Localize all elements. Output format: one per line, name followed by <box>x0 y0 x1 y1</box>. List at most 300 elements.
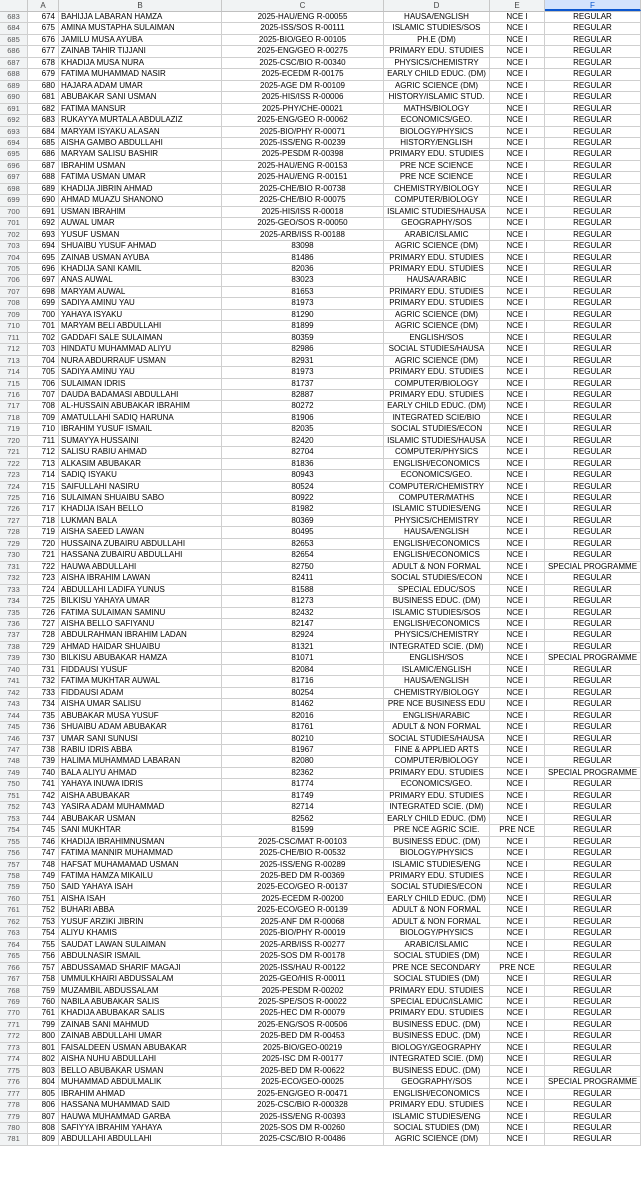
programme-cell[interactable]: REGULAR <box>545 676 641 686</box>
programme-cell[interactable]: REGULAR <box>545 527 641 537</box>
programme-cell[interactable]: REGULAR <box>545 23 641 33</box>
name-cell[interactable]: SAIFULLAHI NASIRU <box>59 482 222 492</box>
name-cell[interactable]: YASIRA ADAM MUHAMMAD <box>59 802 222 812</box>
programme-cell[interactable]: REGULAR <box>545 573 641 583</box>
level-cell[interactable]: NCE I <box>490 333 545 343</box>
level-cell[interactable]: NCE I <box>490 699 545 709</box>
name-cell[interactable]: FATIMA USMAN UMAR <box>59 172 222 182</box>
name-cell[interactable]: AISHA GAMBO ABDULLAHI <box>59 138 222 148</box>
course-cell[interactable]: ENGLISH/ARABIC <box>384 711 490 721</box>
level-cell[interactable]: NCE I <box>490 619 545 629</box>
row-number[interactable]: 709 <box>0 310 28 320</box>
row-number[interactable]: 713 <box>0 356 28 366</box>
serial-number-cell[interactable]: 703 <box>28 344 59 354</box>
registration-number-cell[interactable]: 80210 <box>222 734 384 744</box>
level-cell[interactable]: NCE I <box>490 768 545 778</box>
serial-number-cell[interactable]: 719 <box>28 527 59 537</box>
level-cell[interactable]: NCE I <box>490 802 545 812</box>
level-cell[interactable]: NCE I <box>490 1112 545 1122</box>
row-number[interactable]: 698 <box>0 184 28 194</box>
programme-cell[interactable]: REGULAR <box>545 12 641 22</box>
serial-number-cell[interactable]: 731 <box>28 665 59 675</box>
row-number[interactable]: 700 <box>0 207 28 217</box>
programme-cell[interactable]: REGULAR <box>545 81 641 91</box>
serial-number-cell[interactable]: 689 <box>28 184 59 194</box>
name-cell[interactable]: ZAINAB TAHIR TIJJANI <box>59 46 222 56</box>
course-cell[interactable]: PRIMARY EDU. STUDIES <box>384 298 490 308</box>
serial-number-cell[interactable]: 680 <box>28 81 59 91</box>
name-cell[interactable]: ABDULNASIR ISMAIL <box>59 951 222 961</box>
row-number[interactable]: 749 <box>0 768 28 778</box>
serial-number-cell[interactable]: 705 <box>28 367 59 377</box>
registration-number-cell[interactable]: 2025-BIO/GEO R-00105 <box>222 35 384 45</box>
name-cell[interactable]: ALIYU KHAMIS <box>59 928 222 938</box>
name-cell[interactable]: SADIYA AMINU YAU <box>59 298 222 308</box>
programme-cell[interactable]: REGULAR <box>545 940 641 950</box>
course-cell[interactable]: PRE NCE AGRIC SCIE. <box>384 825 490 835</box>
row-number[interactable]: 770 <box>0 1008 28 1018</box>
row-number[interactable]: 697 <box>0 172 28 182</box>
programme-cell[interactable]: REGULAR <box>545 310 641 320</box>
row-number[interactable]: 780 <box>0 1123 28 1133</box>
serial-number-cell[interactable]: 744 <box>28 814 59 824</box>
serial-number-cell[interactable]: 723 <box>28 573 59 583</box>
column-header-c[interactable]: C <box>222 0 384 11</box>
name-cell[interactable]: ANAS AUWAL <box>59 275 222 285</box>
level-cell[interactable]: NCE I <box>490 264 545 274</box>
level-cell[interactable]: NCE I <box>490 424 545 434</box>
course-cell[interactable]: HAUSA/ENGLISH <box>384 527 490 537</box>
column-header-a[interactable]: A <box>28 0 59 11</box>
name-cell[interactable]: BALA ALIYU AHMAD <box>59 768 222 778</box>
programme-cell[interactable]: REGULAR <box>545 630 641 640</box>
registration-number-cell[interactable]: 80943 <box>222 470 384 480</box>
row-number[interactable]: 775 <box>0 1066 28 1076</box>
name-cell[interactable]: ABUBAKAR MUSA YUSUF <box>59 711 222 721</box>
registration-number-cell[interactable]: 2025-ISC DM R-00177 <box>222 1054 384 1064</box>
serial-number-cell[interactable]: 742 <box>28 791 59 801</box>
row-number[interactable]: 691 <box>0 104 28 114</box>
name-cell[interactable]: KHADIJA SANI KAMIL <box>59 264 222 274</box>
name-cell[interactable]: RABIU IDRIS ABBA <box>59 745 222 755</box>
course-cell[interactable]: AGRIC SCIENCE (DM) <box>384 356 490 366</box>
registration-number-cell[interactable]: 81899 <box>222 321 384 331</box>
course-cell[interactable]: ISLAMIC STUDIES/HAUSA <box>384 436 490 446</box>
course-cell[interactable]: PRIMARY EDU. STUDIES <box>384 390 490 400</box>
name-cell[interactable]: HALIMA MUHAMMAD LABARAN <box>59 756 222 766</box>
programme-cell[interactable]: REGULAR <box>545 46 641 56</box>
row-number[interactable]: 705 <box>0 264 28 274</box>
course-cell[interactable]: PRE NCE SCIENCE <box>384 172 490 182</box>
name-cell[interactable]: AMATULLAHI SADIQ HARUNA <box>59 413 222 423</box>
row-number[interactable]: 731 <box>0 562 28 572</box>
registration-number-cell[interactable]: 80495 <box>222 527 384 537</box>
name-cell[interactable]: AHMAD MUAZU SHANONO <box>59 195 222 205</box>
level-cell[interactable]: NCE I <box>490 413 545 423</box>
level-cell[interactable]: NCE I <box>490 1066 545 1076</box>
programme-cell[interactable]: REGULAR <box>545 882 641 892</box>
name-cell[interactable]: IBRAHIM YUSUF ISMAIL <box>59 424 222 434</box>
serial-number-cell[interactable]: 676 <box>28 35 59 45</box>
name-cell[interactable]: HAFSAT MUHAMAMAD USMAN <box>59 860 222 870</box>
registration-number-cell[interactable]: 2025-BED DM R-00453 <box>222 1031 384 1041</box>
row-number[interactable]: 729 <box>0 539 28 549</box>
serial-number-cell[interactable]: 758 <box>28 974 59 984</box>
column-header-f[interactable]: F <box>545 0 641 11</box>
registration-number-cell[interactable]: 2025-BED DM R-00622 <box>222 1066 384 1076</box>
registration-number-cell[interactable]: 2025-ISS/SOS R-00111 <box>222 23 384 33</box>
row-number[interactable]: 727 <box>0 516 28 526</box>
name-cell[interactable]: FIDDAUSI ADAM <box>59 688 222 698</box>
name-cell[interactable]: AISHA NUHU ABDULLAHI <box>59 1054 222 1064</box>
row-number[interactable]: 769 <box>0 997 28 1007</box>
level-cell[interactable]: NCE I <box>490 115 545 125</box>
row-number[interactable]: 715 <box>0 379 28 389</box>
course-cell[interactable]: EARLY CHILD EDUC. (DM) <box>384 894 490 904</box>
name-cell[interactable]: HAJARA ADAM UMAR <box>59 81 222 91</box>
registration-number-cell[interactable]: 2025-CHE/BIO R-00738 <box>222 184 384 194</box>
serial-number-cell[interactable]: 724 <box>28 585 59 595</box>
row-number[interactable]: 768 <box>0 986 28 996</box>
level-cell[interactable]: NCE I <box>490 928 545 938</box>
name-cell[interactable]: LUKMAN BALA <box>59 516 222 526</box>
name-cell[interactable]: SADIQ ISYAKU <box>59 470 222 480</box>
programme-cell[interactable]: REGULAR <box>545 963 641 973</box>
name-cell[interactable]: FATIMA MUKHTAR AUWAL <box>59 676 222 686</box>
row-number[interactable]: 761 <box>0 905 28 915</box>
name-cell[interactable]: USMAN IBRAHIM <box>59 207 222 217</box>
name-cell[interactable]: JAMILU MUSA AYUBA <box>59 35 222 45</box>
course-cell[interactable]: COMPUTER/PHYSICS <box>384 447 490 457</box>
programme-cell[interactable]: REGULAR <box>545 367 641 377</box>
serial-number-cell[interactable]: 700 <box>28 310 59 320</box>
registration-number-cell[interactable]: 82714 <box>222 802 384 812</box>
level-cell[interactable]: NCE I <box>490 470 545 480</box>
serial-number-cell[interactable]: 738 <box>28 745 59 755</box>
registration-number-cell[interactable]: 2025-ISS/ENG R-00393 <box>222 1112 384 1122</box>
serial-number-cell[interactable]: 727 <box>28 619 59 629</box>
column-header-e[interactable]: E <box>490 0 545 11</box>
level-cell[interactable]: NCE I <box>490 871 545 881</box>
row-number[interactable]: 779 <box>0 1112 28 1122</box>
serial-number-cell[interactable]: 751 <box>28 894 59 904</box>
registration-number-cell[interactable]: 2025-SOS DM R-00260 <box>222 1123 384 1133</box>
level-cell[interactable]: NCE I <box>490 1123 545 1133</box>
name-cell[interactable]: HINDATU MUHAMMAD ALIYU <box>59 344 222 354</box>
registration-number-cell[interactable]: 2025-GEO/HIS R-00011 <box>222 974 384 984</box>
programme-cell[interactable]: REGULAR <box>545 424 641 434</box>
row-number[interactable]: 706 <box>0 275 28 285</box>
level-cell[interactable]: NCE I <box>490 81 545 91</box>
level-cell[interactable]: NCE I <box>490 779 545 789</box>
course-cell[interactable]: ISLAMIC STUDIES/SOS <box>384 608 490 618</box>
name-cell[interactable]: HAUWA MUHAMMAD GARBA <box>59 1112 222 1122</box>
name-cell[interactable]: SULAIMAN IDRIS <box>59 379 222 389</box>
programme-cell[interactable]: REGULAR <box>545 459 641 469</box>
level-cell[interactable]: NCE I <box>490 1031 545 1041</box>
registration-number-cell[interactable]: 2025-CHE/BIO R-00532 <box>222 848 384 858</box>
level-cell[interactable]: NCE I <box>490 58 545 68</box>
level-cell[interactable]: NCE I <box>490 711 545 721</box>
programme-cell[interactable]: REGULAR <box>545 1008 641 1018</box>
row-number[interactable]: 718 <box>0 413 28 423</box>
programme-cell[interactable]: REGULAR <box>545 138 641 148</box>
serial-number-cell[interactable]: 759 <box>28 986 59 996</box>
name-cell[interactable]: AHMAD HAIDAR SHUAIBU <box>59 642 222 652</box>
programme-cell[interactable]: REGULAR <box>545 333 641 343</box>
row-number[interactable]: 722 <box>0 459 28 469</box>
level-cell[interactable]: NCE I <box>490 12 545 22</box>
serial-number-cell[interactable]: 809 <box>28 1134 59 1144</box>
name-cell[interactable]: FATIMA MANNIR MUHAMMAD <box>59 848 222 858</box>
registration-number-cell[interactable]: 81774 <box>222 779 384 789</box>
serial-number-cell[interactable]: 726 <box>28 608 59 618</box>
course-cell[interactable]: PHYSICS/CHEMISTRY <box>384 630 490 640</box>
programme-cell[interactable]: REGULAR <box>545 92 641 102</box>
course-cell[interactable]: ENGLISH/ECONOMICS <box>384 1089 490 1099</box>
course-cell[interactable]: INTEGRATED SCIE. (DM) <box>384 642 490 652</box>
serial-number-cell[interactable]: 729 <box>28 642 59 652</box>
course-cell[interactable]: GEOGRAPHY/SOS <box>384 1077 490 1087</box>
row-number[interactable]: 762 <box>0 917 28 927</box>
serial-number-cell[interactable]: 696 <box>28 264 59 274</box>
level-cell[interactable]: NCE I <box>490 676 545 686</box>
serial-number-cell[interactable]: 803 <box>28 1066 59 1076</box>
registration-number-cell[interactable]: 81737 <box>222 379 384 389</box>
course-cell[interactable]: ENGLISH/ECONOMICS <box>384 550 490 560</box>
row-number[interactable]: 723 <box>0 470 28 480</box>
level-cell[interactable]: NCE I <box>490 172 545 182</box>
name-cell[interactable]: FATIMA SULAIMAN SAMINU <box>59 608 222 618</box>
serial-number-cell[interactable]: 748 <box>28 860 59 870</box>
row-number[interactable]: 710 <box>0 321 28 331</box>
name-cell[interactable]: NABILA ABUBAKAR SALIS <box>59 997 222 1007</box>
level-cell[interactable]: NCE I <box>490 665 545 675</box>
registration-number-cell[interactable]: 82750 <box>222 562 384 572</box>
name-cell[interactable]: AMINA MUSTAPHA SULAIMAN <box>59 23 222 33</box>
course-cell[interactable]: ISLAMIC STUDIES/ENG <box>384 1112 490 1122</box>
programme-cell[interactable]: REGULAR <box>545 642 641 652</box>
serial-number-cell[interactable]: 740 <box>28 768 59 778</box>
row-number[interactable]: 686 <box>0 46 28 56</box>
row-number[interactable]: 689 <box>0 81 28 91</box>
row-number[interactable]: 763 <box>0 928 28 938</box>
level-cell[interactable]: NCE I <box>490 745 545 755</box>
row-number[interactable]: 778 <box>0 1100 28 1110</box>
name-cell[interactable]: ZAINAB SANI MAHMUD <box>59 1020 222 1030</box>
level-cell[interactable]: NCE I <box>490 1008 545 1018</box>
registration-number-cell[interactable]: 2025-PESDM R-00398 <box>222 149 384 159</box>
course-cell[interactable]: AGRIC SCIENCE (DM) <box>384 81 490 91</box>
course-cell[interactable]: PRIMARY EDU. STUDIES <box>384 253 490 263</box>
course-cell[interactable]: PRE NCE BUSINESS EDU <box>384 699 490 709</box>
course-cell[interactable]: PRIMARY EDU. STUDIES <box>384 1100 490 1110</box>
row-number[interactable]: 693 <box>0 127 28 137</box>
row-number[interactable]: 712 <box>0 344 28 354</box>
row-number[interactable]: 754 <box>0 825 28 835</box>
registration-number-cell[interactable]: 81761 <box>222 722 384 732</box>
row-number[interactable]: 777 <box>0 1089 28 1099</box>
programme-cell[interactable]: REGULAR <box>545 516 641 526</box>
course-cell[interactable]: AGRIC SCIENCE (DM) <box>384 241 490 251</box>
row-number[interactable]: 760 <box>0 894 28 904</box>
level-cell[interactable]: NCE I <box>490 848 545 858</box>
name-cell[interactable]: ABUBAKAR SANI USMAN <box>59 92 222 102</box>
serial-number-cell[interactable]: 711 <box>28 436 59 446</box>
course-cell[interactable]: PH.E (DM) <box>384 35 490 45</box>
name-cell[interactable]: YAHAYA INUWA IDRIS <box>59 779 222 789</box>
name-cell[interactable]: UMAR SANI SUNUSI <box>59 734 222 744</box>
registration-number-cell[interactable]: 2025-ECEDM R-00200 <box>222 894 384 904</box>
course-cell[interactable]: PRIMARY EDU. STUDIES <box>384 264 490 274</box>
name-cell[interactable]: HUSSAINA ZUBAIRU ABDULLAHI <box>59 539 222 549</box>
level-cell[interactable]: NCE I <box>490 860 545 870</box>
level-cell[interactable]: NCE I <box>490 504 545 514</box>
programme-cell[interactable]: REGULAR <box>545 745 641 755</box>
course-cell[interactable]: SOCIAL STUDIES/ECON <box>384 424 490 434</box>
programme-cell[interactable]: REGULAR <box>545 619 641 629</box>
programme-cell[interactable]: REGULAR <box>545 825 641 835</box>
serial-number-cell[interactable]: 801 <box>28 1043 59 1053</box>
serial-number-cell[interactable]: 747 <box>28 848 59 858</box>
row-number[interactable]: 683 <box>0 12 28 22</box>
level-cell[interactable]: NCE I <box>490 184 545 194</box>
level-cell[interactable]: NCE I <box>490 608 545 618</box>
course-cell[interactable]: ADULT & NON FORMAL <box>384 905 490 915</box>
programme-cell[interactable]: REGULAR <box>545 447 641 457</box>
serial-number-cell[interactable]: 728 <box>28 630 59 640</box>
level-cell[interactable]: NCE I <box>490 321 545 331</box>
registration-number-cell[interactable]: 81906 <box>222 413 384 423</box>
serial-number-cell[interactable]: 717 <box>28 504 59 514</box>
name-cell[interactable]: SALISU RABIU AHMAD <box>59 447 222 457</box>
level-cell[interactable]: PRE NCE <box>490 963 545 973</box>
level-cell[interactable]: NCE I <box>490 1077 545 1087</box>
name-cell[interactable]: UMMULKHAIRI ABDUSSALAM <box>59 974 222 984</box>
level-cell[interactable]: NCE I <box>490 195 545 205</box>
serial-number-cell[interactable]: 697 <box>28 275 59 285</box>
course-cell[interactable]: INTEGRATED SCIE/BIO <box>384 413 490 423</box>
row-number[interactable]: 746 <box>0 734 28 744</box>
level-cell[interactable]: NCE I <box>490 951 545 961</box>
registration-number-cell[interactable]: 2025-ECO/GEO R-00137 <box>222 882 384 892</box>
programme-cell[interactable]: REGULAR <box>545 974 641 984</box>
serial-number-cell[interactable]: 753 <box>28 917 59 927</box>
serial-number-cell[interactable]: 736 <box>28 722 59 732</box>
level-cell[interactable]: NCE I <box>490 1043 545 1053</box>
registration-number-cell[interactable]: 82654 <box>222 550 384 560</box>
serial-number-cell[interactable]: 694 <box>28 241 59 251</box>
level-cell[interactable]: NCE I <box>490 138 545 148</box>
serial-number-cell[interactable]: 698 <box>28 287 59 297</box>
row-number[interactable]: 690 <box>0 92 28 102</box>
programme-cell[interactable]: REGULAR <box>545 482 641 492</box>
row-number[interactable]: 748 <box>0 756 28 766</box>
name-cell[interactable]: FIDDAUSI YUSUF <box>59 665 222 675</box>
serial-number-cell[interactable]: 735 <box>28 711 59 721</box>
name-cell[interactable]: FAISALDEEN USMAN ABUBAKAR <box>59 1043 222 1053</box>
row-number[interactable]: 708 <box>0 298 28 308</box>
programme-cell[interactable]: REGULAR <box>545 230 641 240</box>
programme-cell[interactable]: REGULAR <box>545 860 641 870</box>
name-cell[interactable]: SHUAIBU YUSUF AHMAD <box>59 241 222 251</box>
programme-cell[interactable]: REGULAR <box>545 585 641 595</box>
programme-cell[interactable]: REGULAR <box>545 917 641 927</box>
level-cell[interactable]: NCE I <box>490 344 545 354</box>
course-cell[interactable]: BUSINESS EDUC. (DM) <box>384 1066 490 1076</box>
serial-number-cell[interactable]: 713 <box>28 459 59 469</box>
serial-number-cell[interactable]: 715 <box>28 482 59 492</box>
serial-number-cell[interactable]: 754 <box>28 928 59 938</box>
level-cell[interactable]: NCE I <box>490 230 545 240</box>
registration-number-cell[interactable]: 2025-CSC/BIO R-000328 <box>222 1100 384 1110</box>
course-cell[interactable]: ARABIC/ISLAMIC <box>384 940 490 950</box>
row-number[interactable]: 688 <box>0 69 28 79</box>
name-cell[interactable]: DAUDA BADAMASI ABDULLAHI <box>59 390 222 400</box>
level-cell[interactable]: NCE I <box>490 1100 545 1110</box>
level-cell[interactable]: NCE I <box>490 1134 545 1144</box>
row-number[interactable]: 730 <box>0 550 28 560</box>
registration-number-cell[interactable]: 2025-BIO/GEO-00219 <box>222 1043 384 1053</box>
serial-number-cell[interactable]: 684 <box>28 127 59 137</box>
programme-cell[interactable]: REGULAR <box>545 356 641 366</box>
row-number[interactable]: 755 <box>0 837 28 847</box>
registration-number-cell[interactable]: 82084 <box>222 665 384 675</box>
course-cell[interactable]: HAUSA/ARABIC <box>384 275 490 285</box>
level-cell[interactable]: NCE I <box>490 436 545 446</box>
programme-cell[interactable]: REGULAR <box>545 951 641 961</box>
name-cell[interactable]: MARYAM AUWAL <box>59 287 222 297</box>
programme-cell[interactable]: REGULAR <box>545 218 641 228</box>
level-cell[interactable]: NCE I <box>490 482 545 492</box>
course-cell[interactable]: EARLY CHILD EDUC. (DM) <box>384 814 490 824</box>
course-cell[interactable]: EARLY CHILD EDUC. (DM) <box>384 69 490 79</box>
level-cell[interactable]: NCE I <box>490 527 545 537</box>
level-cell[interactable]: NCE I <box>490 756 545 766</box>
registration-number-cell[interactable]: 80254 <box>222 688 384 698</box>
serial-number-cell[interactable]: 688 <box>28 172 59 182</box>
course-cell[interactable]: ISLAMIC/ENGLISH <box>384 665 490 675</box>
programme-cell[interactable]: REGULAR <box>545 608 641 618</box>
programme-cell[interactable]: REGULAR <box>545 470 641 480</box>
name-cell[interactable]: AL-HUSSAIN ABUBAKAR IBRAHIM <box>59 401 222 411</box>
row-number[interactable]: 701 <box>0 218 28 228</box>
row-number[interactable]: 776 <box>0 1077 28 1087</box>
programme-cell[interactable]: REGULAR <box>545 1054 641 1064</box>
level-cell[interactable]: NCE I <box>490 23 545 33</box>
registration-number-cell[interactable]: 81836 <box>222 459 384 469</box>
level-cell[interactable]: NCE I <box>490 997 545 1007</box>
serial-number-cell[interactable]: 716 <box>28 493 59 503</box>
level-cell[interactable]: NCE I <box>490 241 545 251</box>
programme-cell[interactable]: REGULAR <box>545 207 641 217</box>
name-cell[interactable]: HAUWA ABDULLAHI <box>59 562 222 572</box>
programme-cell[interactable]: REGULAR <box>545 504 641 514</box>
programme-cell[interactable]: REGULAR <box>545 127 641 137</box>
registration-number-cell[interactable]: 2025-SPE/SOS R-00022 <box>222 997 384 1007</box>
course-cell[interactable]: BIOLOGY/GEOGRAPHY <box>384 1043 490 1053</box>
row-number[interactable]: 687 <box>0 58 28 68</box>
programme-cell[interactable]: REGULAR <box>545 734 641 744</box>
row-number[interactable]: 721 <box>0 447 28 457</box>
row-number[interactable]: 739 <box>0 653 28 663</box>
name-cell[interactable]: GADDAFI SALE SULAIMAN <box>59 333 222 343</box>
serial-number-cell[interactable]: 678 <box>28 58 59 68</box>
name-cell[interactable]: MARYAM ISYAKU ALASAN <box>59 127 222 137</box>
level-cell[interactable]: NCE I <box>490 401 545 411</box>
programme-cell[interactable]: REGULAR <box>545 1123 641 1133</box>
registration-number-cell[interactable]: 81462 <box>222 699 384 709</box>
